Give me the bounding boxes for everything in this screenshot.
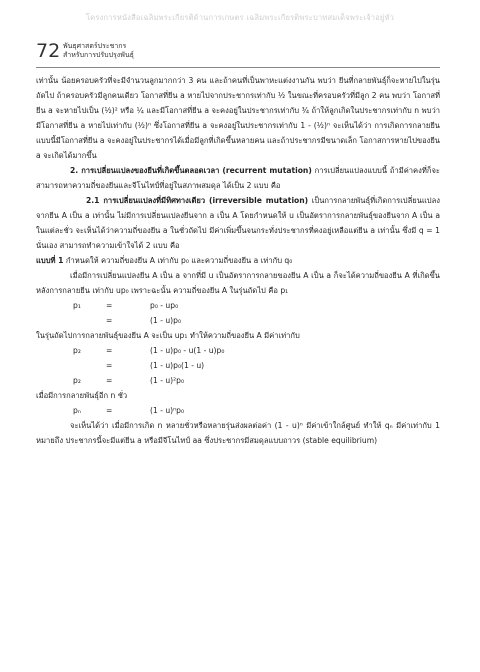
paragraph-change: เมื่อมีการเปลี่ยนแปลงยีน A เป็น a จากที่มี u เป็นอัตราการกลายของยีน A เป็น a ก็จะได้ความถี่ของยีน A ที่เกิดขึ้นหลังการกลายยีน เท่ากับ up₀ เพราะฉะนั้น ความถี่ของยีน A ในรุ่นถัดไป คือ p₁ <box>36 271 440 295</box>
header-divider <box>36 67 440 68</box>
equation-line: p₁ = p₀ - up₀ <box>73 301 179 310</box>
section-2-text: การเปลี่ยนแปลงแบบนี้ ถ้ามีค่าคงที่ก็จะสามารถหาความถี่ของยีนและจีโนไทป์ที่อยู่ในสภาพสมดุล ได้เป็น 2 แบบ คือ <box>36 166 440 190</box>
paragraph-conclusion: จะเห็นได้ว่า เมื่อมีการเกิด n หลายชั่วหรือหลายรุ่นส่งผลต่อค่า (1 - u)ⁿ มีค่าเข้าใกล้ศูนย์ ทำให้ qₙ มีค่าเท่ากับ 1 หมายถึง ประชากรนี้จะมีแต่ยีน a หรือมีจีโนไทป์ aa ซึ่งประชากรมีสมดุลแบบถาวร (stable equilibrium) <box>36 421 440 445</box>
example-1-text: กำหนดให้ ความถี่ของยีน A เท่ากับ p₀ และความถี่ของยีน a เท่ากับ q₀ <box>63 256 293 265</box>
page-body <box>36 73 440 448</box>
equation-block-1 <box>36 298 440 328</box>
example-1-heading: แบบที่ 1 <box>36 256 64 265</box>
paragraph-n-gen: เมื่อมีการกลายพันธุ์อีก n ชั่ว <box>36 391 128 400</box>
equation-line: = (1 - u)p₀(1 - u) <box>106 361 205 370</box>
paragraph-intro: เท่านั้น น้อยครอบครัวที่จะมีจำนวนลูกมากกว่า 3 คน และถ้าคนที่เป็นพาหะแต่งงานกัน พบว่า ยีนที่กลายพันธุ์ก็จะหายไปในรุ่นถัดไป ถ้าครอบครัวมีลูกคนเดียว โอกาสที่ยีน a หายไปจากประชากรเท่ากับ ½ ในขณะที่ครอบครัวที่มีลูก 2 คน พบว่า โอกาสที่ยีน a จะหายไปเป็น (½)² หรือ ¼ และมีโอกาสที่ยีน a จะคงอยู่ในประชากรเท่ากับ ¾ ถ้าให้ลูกเกิดในประชากรเท่ากับ n พบว่า มีโอกาสที่ยีน a หายไปเท่ากับ (½)ⁿ ซึ่งโอกาสที่ยีน a จะคงอยู่ในประชากรเท่ากับ 1 - (½)ⁿ จะเห็นได้ว่า การเกิดการกลายยีนแบบนี้มีโอกาสที่ยีน a จะคงอยู่ในประชากรได้เมื่อมีลูกที่เกิดขึ้นหลายคน และถ้าประชากรมีขนาดเล็ก โอกาสการหายไปของยีน a จะเกิดได้มากขึ้น <box>36 76 440 160</box>
page-number: 72 <box>36 40 61 62</box>
section-2-1-text: เป็นการกลายพันธุ์ที่เกิดการเปลี่ยนแปลงจากยีน A เป็น a เท่านั้น ไม่มีการเปลี่ยนแปลงยีนจาก a เป็น A โดยกำหนดให้ u เป็นอัตราการกลายพันธุ์ของยีนจาก A เป็น a ในแต่ละชั่ว จะเห็นได้ว่าความถี่ของยีน a ในชั่วถัดไป มีค่าเพิ่มขึ้นจนกระทั่งประชากรที่คงอยู่เหลือแต่ยีน a เท่านั้น ซึ่งมี q = 1 นั่นเอง สามารถทำความเข้าใจได้ 2 แบบ คือ <box>36 196 440 250</box>
equation-line: p₂ = (1 - u)p₀ - u(1 - u)p₀ <box>73 346 225 355</box>
section-2-1-heading: 2.1 การเปลี่ยนแปลงที่มีทิศทางเดียว (irreversible mutation) <box>86 196 309 205</box>
equation-line: pₙ = (1 - u)ⁿp₀ <box>73 406 185 415</box>
example-1 <box>36 253 440 268</box>
watermark-text: โครงการหนังสือเฉลิมพระเกียรติด้านการเกษตร เฉลิมพระเกียรติพระบาทสมเด็จพระเจ้าอยู่หัว <box>85 13 395 22</box>
equation-line: p₂ = (1 - u)²p₀ <box>73 376 185 385</box>
section-2 <box>36 163 440 193</box>
running-title <box>63 42 134 60</box>
running-title-line1: พันธุศาสตร์ประชากร <box>63 42 127 50</box>
running-title-line2: สำหรับการปรับปรุงพันธุ์ <box>63 51 134 59</box>
equation-line: = (1 - u)p₀ <box>106 316 182 325</box>
paragraph-next-gen: ในรุ่นถัดไปการกลายพันธุ์ของยีน A จะเป็น up₁ ทำให้ความถี่ของยีน A มีค่าเท่ากับ <box>36 331 300 340</box>
section-2-heading: 2. การเปลี่ยนแปลงของยีนที่เกิดขึ้นตลอดเวลา (recurrent mutation) <box>70 166 312 175</box>
equation-block-2 <box>36 343 440 388</box>
equation-block-3 <box>36 403 440 418</box>
section-2-1 <box>36 193 440 253</box>
